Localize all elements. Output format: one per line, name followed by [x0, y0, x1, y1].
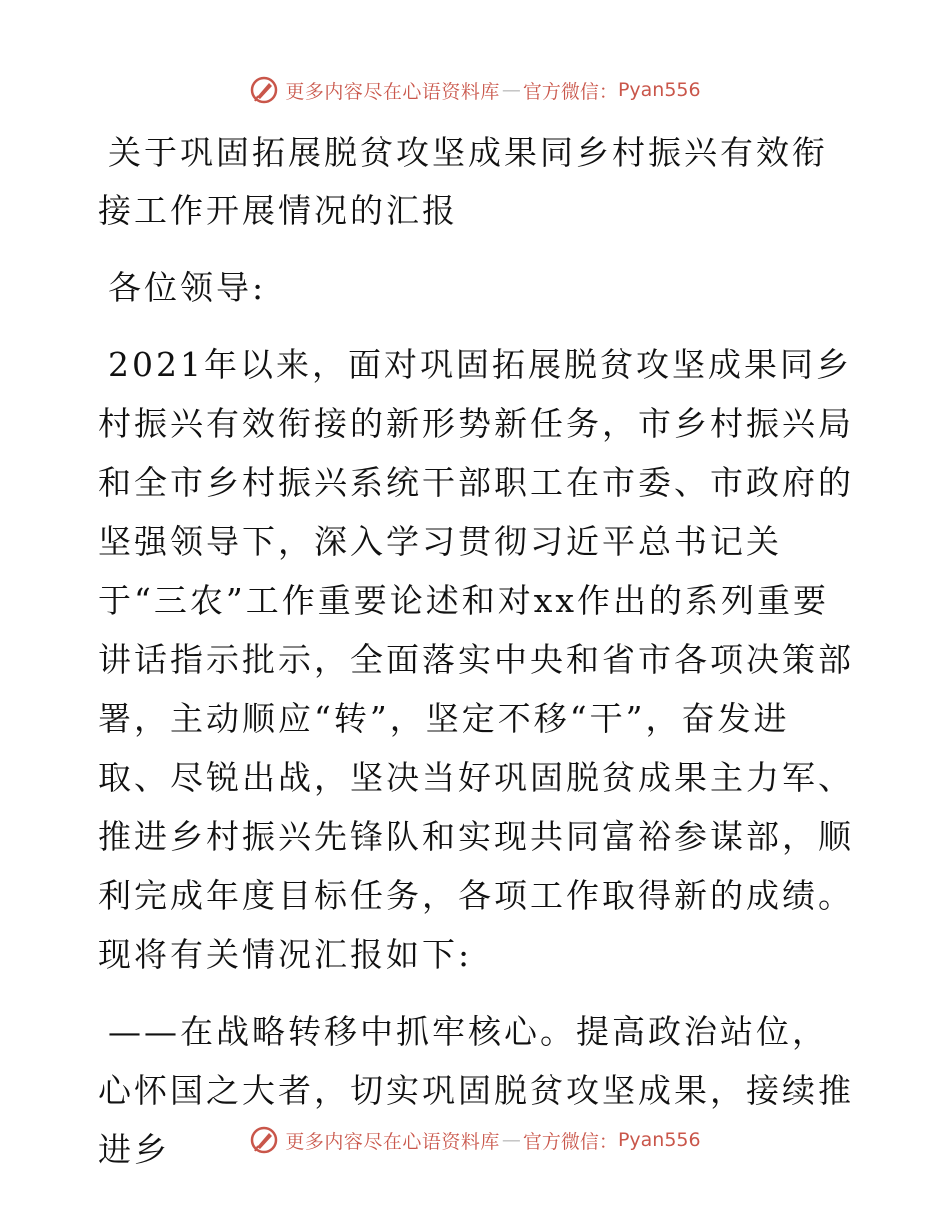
- watermark-wechat-label: 官方微信：: [522, 80, 618, 103]
- paragraph-2: ——在战略转移中抓牢核心。提高政治站位，心怀国之大者，切实巩固脱贫攻坚成果，接续推进乡: [98, 1012, 854, 1169]
- paragraph-1: 2021年以来，面对巩固拓展脱贫攻坚成果同乡村振兴有效衔接的新形势新任务，市乡村振兴局和全市乡村振兴系统干部职工在市委、市政府的坚强领导下，深入学习贯彻习近平总书记关于“三农”工作重要论述和对xx作出的系列重要讲话指示批示，全面落实中央和省市各项决策部署，主动顺应“转”，坚定不移“干”，奋发进取、尽锐出战，坚决当好巩固脱贫成果主力军、推进乡村振兴先锋队和实现共同富裕参谋部，顺利完成年度目标任务，各项工作取得新的成绩。现将有关情况汇报如下:: [98, 345, 854, 974]
- watermark-site-text: 更多内容尽在心语资料库: [285, 1130, 500, 1153]
- quill-logo-icon: [249, 1125, 279, 1155]
- header-watermark: [0, 70, 950, 110]
- document-title: 关于巩固拓展脱贫攻坚成果同乡村振兴有效衔接工作开展情况的汇报: [98, 133, 828, 230]
- watermark-wechat-id: Pyan556: [617, 1129, 701, 1151]
- document-body: [98, 124, 858, 1179]
- footer-watermark: [0, 1120, 950, 1160]
- quill-logo-icon: [249, 75, 279, 105]
- salutation: 各位领导:: [108, 268, 267, 307]
- watermark-dash: —: [501, 1129, 521, 1151]
- watermark-dash: —: [501, 79, 521, 101]
- watermark-site-text: 更多内容尽在心语资料库: [285, 80, 500, 103]
- watermark-wechat-id: Pyan556: [617, 79, 701, 101]
- watermark-wechat-label: 官方微信：: [522, 1130, 618, 1153]
